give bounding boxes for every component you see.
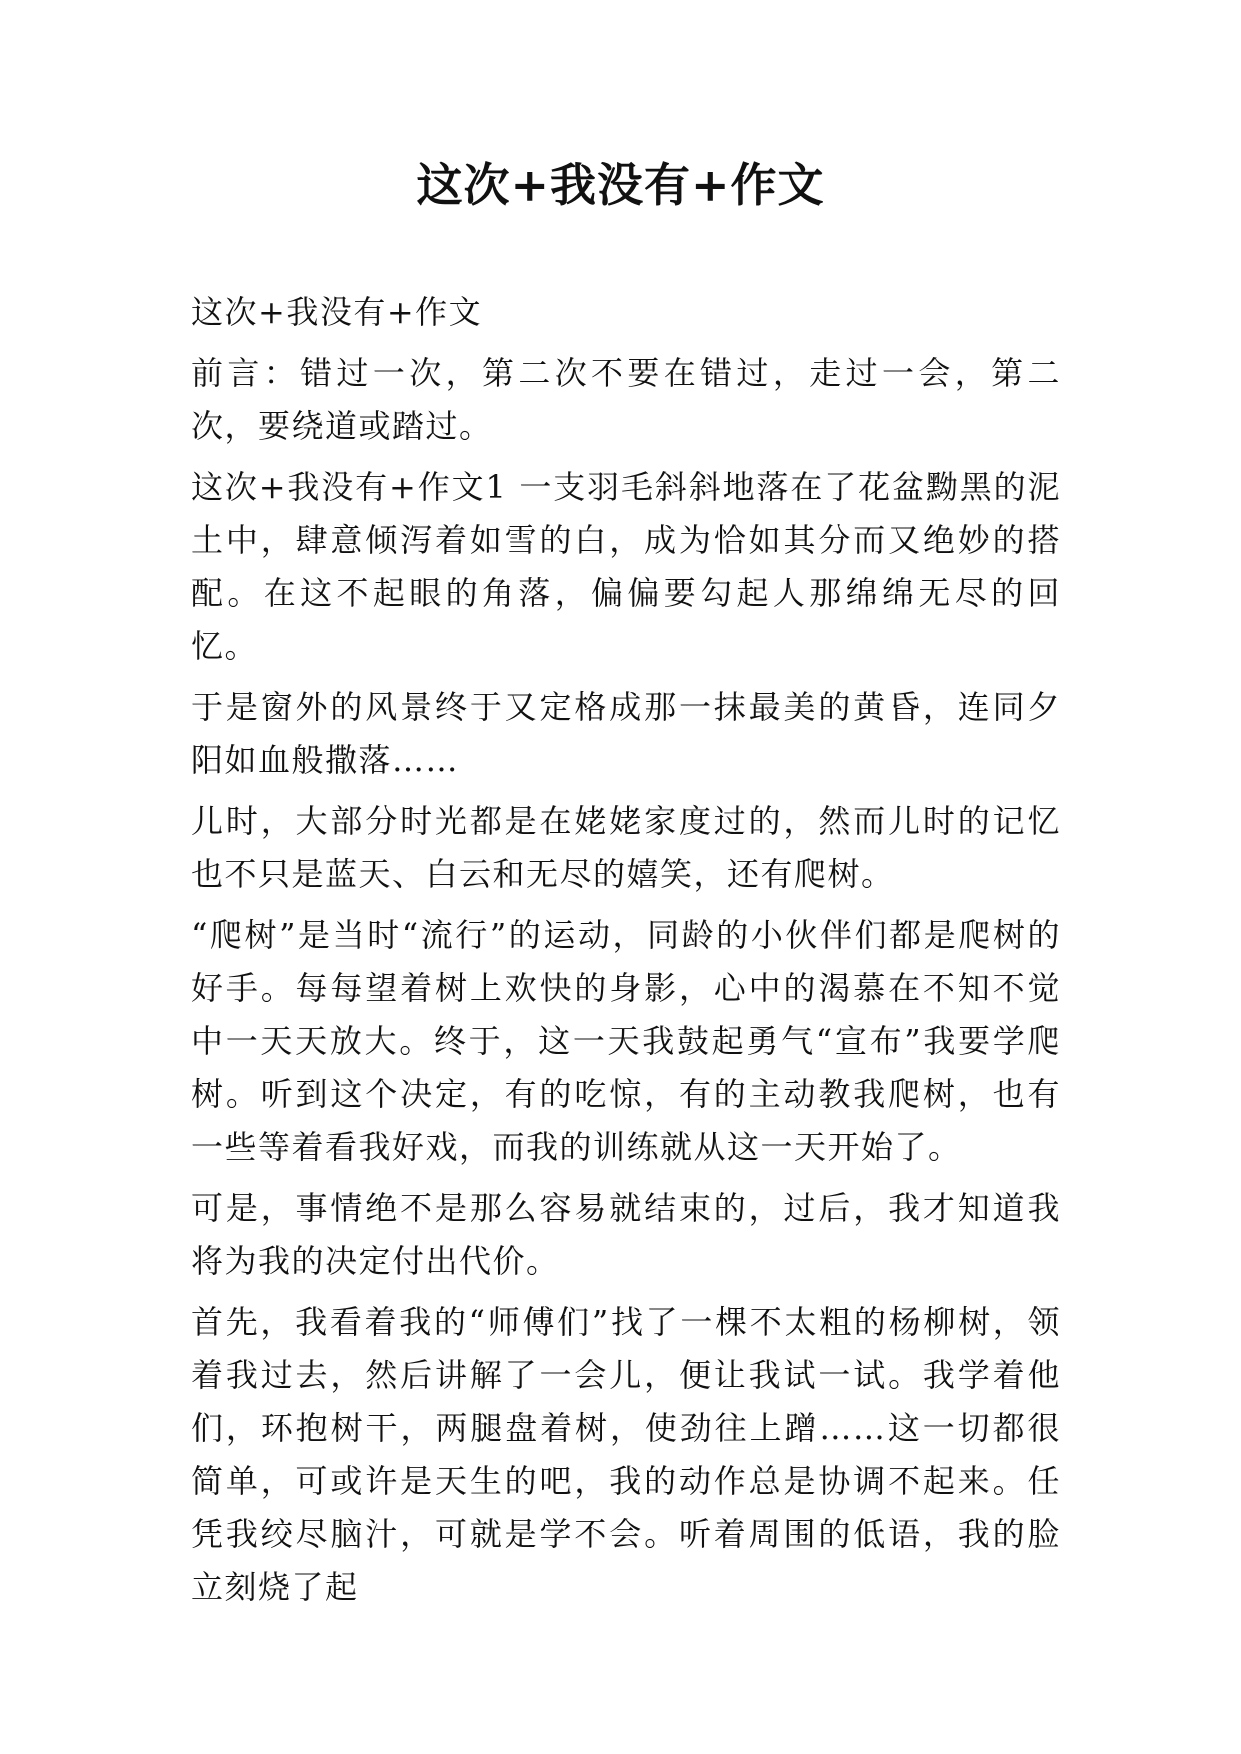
paragraph: 这次+我没有+作文1 一支羽毛斜斜地落在了花盆黝黑的泥土中，肆意倾泻着如雪的白，成为恰如其分而又绝妙的搭配。在这不起眼的角落，偏偏要勾起人那绵绵无尽的回忆。 — [191, 468, 1061, 665]
document-body — [191, 286, 1061, 1622]
paragraph: 可是，事情绝不是那么容易就结束的，过后，我才知道我将为我的决定付出代价。 — [191, 1189, 1061, 1280]
paragraph: 前言：错过一次，第二次不要在错过，走过一会，第二次，要绕道或踏过。 — [191, 354, 1061, 445]
paragraph: 这次+我没有+作文 — [191, 293, 483, 331]
paragraph: “爬树”是当时“流行”的运动，同龄的小伙伴们都是爬树的好手。每每望着树上欢快的身影，心中的渴慕在不知不觉中一天天放大。终于，这一天我鼓起勇气“宣布”我要学爬树。听到这个决定，有的吃惊，有的主动教我爬树，也有一些等着看我好戏，而我的训练就从这一天开始了。 — [191, 916, 1061, 1166]
paragraph: 儿时，大部分时光都是在姥姥家度过的，然而儿时的记忆也不只是蓝天、白云和无尽的嬉笑，还有爬树。 — [191, 802, 1061, 893]
document-title: 这次+我没有+作文 — [416, 158, 825, 212]
paragraph: 于是窗外的风景终于又定格成那一抹最美的黄昏，连同夕阳如血般撒落…… — [191, 688, 1061, 779]
paragraph: 首先，我看着我的“师傅们”找了一棵不太粗的杨柳树，领着我过去，然后讲解了一会儿，便让我试一试。我学着他们，环抱树干，两腿盘着树，使劲往上蹭……这一切都很简单，可或许是天生的吧，我的动作总是协调不起来。任凭我绞尽脑汁，可就是学不会。听着周围的低语，我的脸立刻烧了起 — [191, 1303, 1061, 1606]
